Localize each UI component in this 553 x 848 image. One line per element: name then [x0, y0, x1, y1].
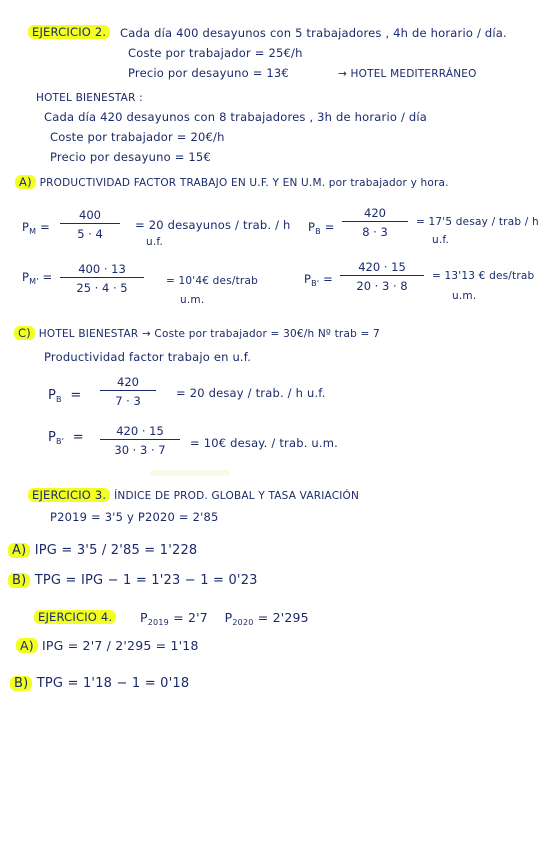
ejercicio-3-values: P2019 = 3'5 y P2020 = 2'85: [50, 510, 219, 524]
c-pb-fraction: [100, 375, 156, 408]
ej4-b-formula: TPG = 1'18 − 1 = 0'18: [36, 676, 190, 691]
apartado-a-heading: [15, 175, 449, 189]
pb-label: $P_B$ =: [308, 220, 335, 236]
ej2-line-3: Precio por desayuno = 13€: [128, 66, 289, 80]
pb-fraction: [342, 206, 408, 239]
c-pb-prime-numerator: 420 · 15: [116, 424, 164, 438]
pm-label: $P_M$ =: [22, 220, 50, 236]
pb-prime-denominator: 20 · 3 · 8: [356, 279, 408, 293]
pb-denominator: 8 · 3: [362, 225, 388, 239]
pm-denominator: 5 · 4: [77, 227, 103, 241]
pb-prime-unit: u.m.: [452, 290, 477, 302]
c-pb-prime-denominator: 30 · 3 · 7: [114, 443, 166, 457]
ej2-line-1: Cada día 400 desayunos con 5 trabajadores , 4h de horario / día.: [120, 26, 507, 40]
c-pb-result: = 20 desay / trab. / h u.f.: [176, 386, 326, 400]
pm-unit: u.f.: [146, 236, 164, 248]
pm-prime-result: = 10'4€ des/trab: [166, 275, 258, 287]
c-pb-prime-label: $P_{B'}$ =: [48, 430, 84, 446]
apartado-c-heading: [14, 326, 380, 340]
pm-result: = 20 desayunos / trab. / h: [135, 218, 291, 232]
pm-fraction: [60, 208, 120, 241]
hotel-bienestar-title: HOTEL BIENESTAR :: [36, 92, 143, 104]
c-pb-prime-fraction: [100, 424, 180, 457]
ej3-a-row: [8, 543, 197, 558]
ej3-a-formula: IPG = 3'5 / 2'85 = 1'228: [34, 543, 198, 558]
ejercicio-2-tag: EJERCICIO 2.: [28, 25, 110, 39]
apartado-c-line-2: Productividad factor trabajo en u.f.: [44, 350, 252, 364]
bienestar-line-1: Cada día 420 desayunos con 8 trabajadores , 3h de horario / día: [44, 110, 428, 124]
ej4-b-row: [10, 676, 189, 691]
ejercicio-4-tag: EJERCICIO 4.: [34, 610, 116, 624]
pb-prime-numerator: 420 · 15: [358, 260, 406, 274]
pm-prime-fraction: [60, 262, 144, 295]
apartado-a-tag: A): [15, 175, 36, 189]
ej4-b-tag: B): [10, 676, 32, 691]
ej3-b-formula: TPG = IPG − 1 = 1'23 − 1 = 0'23: [34, 573, 258, 588]
apartado-c-line-1: HOTEL BIENESTAR → Coste por trabajador = 30€/h Nº trab = 7: [38, 328, 380, 340]
bienestar-line-2: Coste por trabajador = 20€/h: [50, 130, 225, 144]
page-smudge: [150, 470, 230, 476]
c-pb-prime-result: = 10€ desay. / trab. u.m.: [190, 436, 339, 450]
c-pb-numerator: 420: [117, 375, 139, 389]
apartado-c-tag: C): [14, 326, 35, 340]
ejercicio-4-heading: [34, 610, 116, 624]
pb-numerator: 420: [364, 206, 386, 220]
pm-prime-numerator: 400 · 13: [78, 262, 126, 276]
ej4-a-row: [16, 638, 199, 653]
pm-prime-unit: u.m.: [180, 294, 205, 306]
apartado-a-title: PRODUCTIVIDAD FACTOR TRABAJO EN U.F. Y EN U.M. por trabajador y hora.: [39, 177, 449, 189]
pb-result: = 17'5 desay / trab / h: [416, 216, 539, 228]
c-pb-label: $P_B$ =: [48, 388, 82, 404]
pb-prime-result: = 13'13 € des/trab: [432, 270, 535, 282]
pb-prime-fraction: [340, 260, 424, 293]
ej4-a-tag: A): [16, 638, 38, 653]
ejercicio-4-values: $P_{2019} = 2'7$ $P_{2020} = 2'295$: [140, 610, 309, 627]
pb-prime-label: $P_{B'}$ =: [304, 272, 333, 288]
bienestar-line-3: Precio por desayuno = 15€: [50, 150, 211, 164]
ejercicio-3-heading: [28, 488, 359, 502]
ej2-line-2: Coste por trabajador = 25€/h: [128, 46, 303, 60]
ejercicio-2-heading: [28, 25, 110, 39]
ej3-b-row: [8, 573, 258, 588]
ejercicio-3-tag: EJERCICIO 3.: [28, 488, 110, 502]
ejercicio-3-title: ÍNDICE DE PROD. GLOBAL Y TASA VARIACIÓN: [114, 490, 360, 502]
ej3-b-tag: B): [8, 573, 30, 588]
c-pb-denominator: 7 · 3: [115, 394, 141, 408]
pm-numerator: 400: [79, 208, 101, 222]
pm-prime-denominator: 25 · 4 · 5: [76, 281, 128, 295]
ej4-a-formula: IPG = 2'7 / 2'295 = 1'18: [42, 638, 199, 653]
pb-unit: u.f.: [432, 234, 450, 246]
pm-prime-label: $P_{M'}$ =: [22, 270, 53, 286]
ej3-a-tag: A): [8, 543, 30, 558]
hotel-mediterraneo-arrow: → HOTEL MEDITERRÁNEO: [338, 68, 477, 80]
